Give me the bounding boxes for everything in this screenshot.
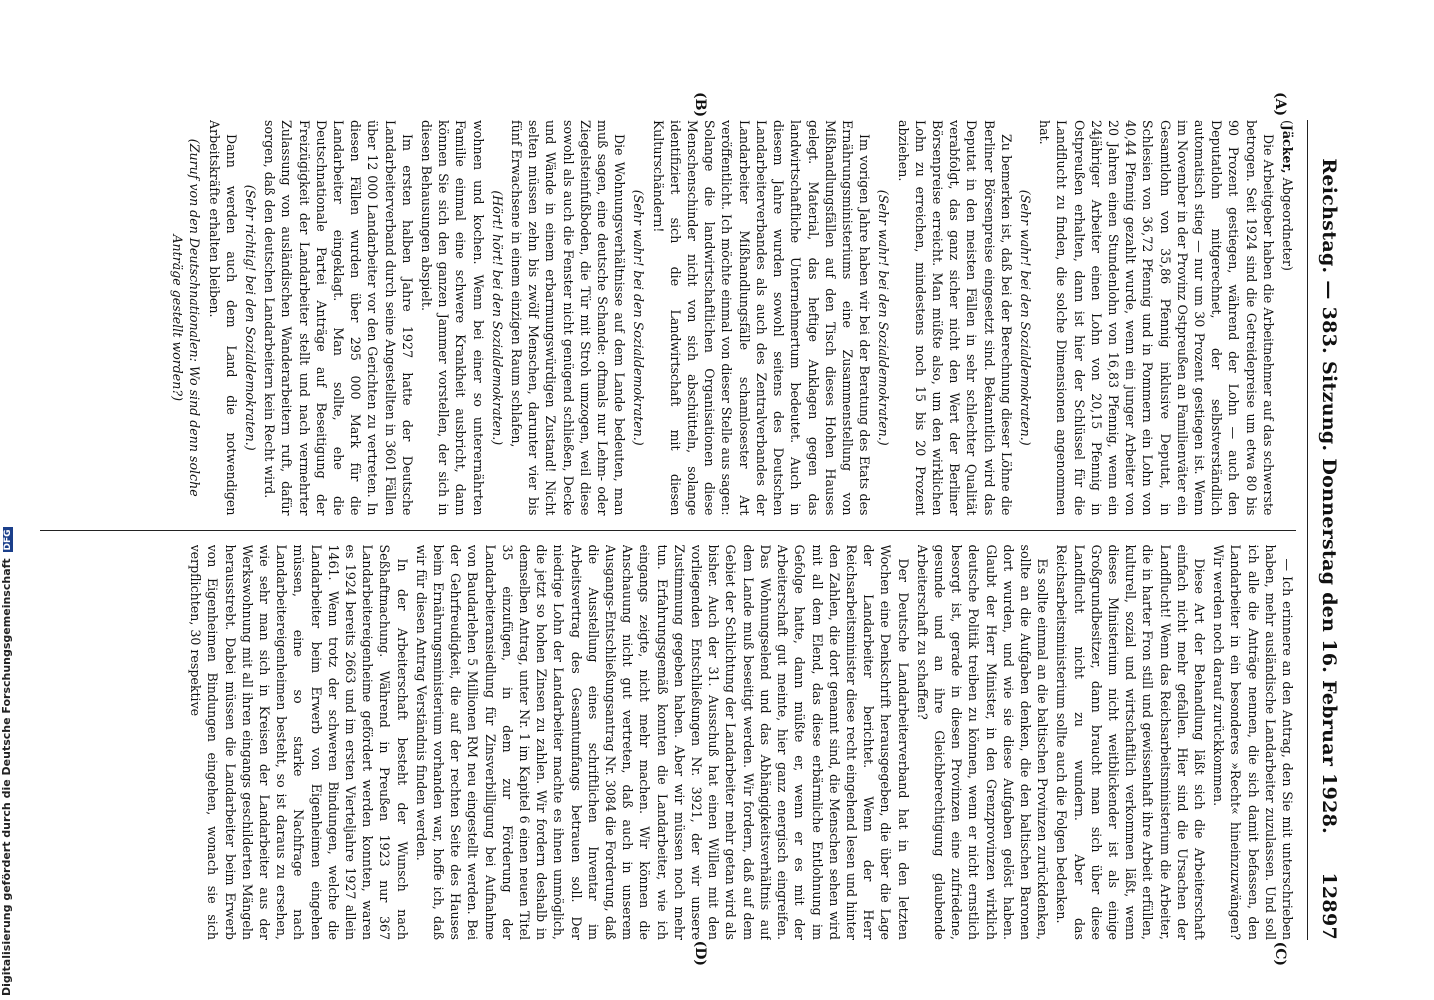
text-columns bbox=[40, 120, 1296, 940]
interjection: (Sehr wahr! bei den Sozialdemokraten.) bbox=[1017, 189, 1033, 446]
paragraph: In der Arbeiterschaft besteht der Wunsch nach Seßhaftmachung. Während in Preußen 1923 nur 367 Landarbeitereigenheime gefördert werden konnten, waren es 1924 bereits 2663 und im ersten Vierteljahre 1927 allein 1461. Wenn trotz der schweren Bindungen, welche die Landarbeiter beim Erwerb von Eigenheimen eingehen müssen, eine so starke Nachfrage nach Landarbeitereigenheimen besteht, so ist daraus zu ersehen, wie sehr man sich in Kreisen der Landarbeiter aus der Werkswohnung mit all ihren eingangs geschilderten Mängeln herausstrebt. Dabei müssen die Landarbeiter beim Erwerb von Eigenheimen Bindungen eingehen, wonach sie sich verpflichten, 30 respektive bbox=[188, 544, 410, 940]
dfg-logo: DFG bbox=[3, 529, 13, 551]
interjection: (Sehr wahr! bei den Sozialdemokraten.) bbox=[631, 189, 647, 446]
paragraph: wohnen und kochen. Wenn bei einer so unterernährten Familie einmal eine schwere Krankheit ausbricht, dann können Sie sich den ganzen Jammer vorstellen, der sich in diesen Behausungen abspielt. bbox=[419, 120, 486, 516]
paragraph: Der Deutsche Landarbeiterverband hat in den letzten Wochen eine Denkschrift herausgegeben, die über die Lage der Landarbeiter berichtet. Wenn der Herr Reichsarbeitsminister diese recht eingehend lesen und hinter den Zahlen, die dort genannt sind, die Menschen sehen wird mit all dem Elend, das diese erbärmliche Entlohnung im Gefolge hatte, dann müßte er, wenn er es mit der Arbeiterschaft gut meinte, hier ganz energisch eingreifen. Das Wohnungselend und das Abhängigkeitsverhältnis auf dem Lande muß beseitigt werden. Wir fordern, daß auf dem Gebiet der Schlichtung der Landarbeiter mehr getan wird als bisher. Auch der 31. Ausschuß hat einen Willen mit den vorliegenden Entschließungen Nr. 3921, der wir unsere Zustimmung gegeben haben. Aber wir müssen noch mehr tun. Erfahrungsgemäß konnten die Landarbeiter, wie ich eingangs zeigte, nicht mehr machen. Wir können die Anschauung nicht gut vertreten, daß auch in unserem Ausgangs-Entschließungsantrag Nr. 3084 die Forderung, daß die Ausstellung eines schriftlichen Inventar im Arbeitsvertrag des Gesamtumfangs betrauen soll. Der niedrige Lohn der Landarbeiter machte es ihnen unmöglich, die jetzt so hohen Zinsen zu zahlen. Wir fordern deshalb in demselben Antrag, unter Nr. 1 im Kapitel 6 einen neuen Titel 35 einzufügen, in dem zur Förderung der Landarbeiteransiedlung für Zinsverbilligung bei Aufnahme von Baudarlehen 5 Millionen RM neu eingestellt werden. Bei der Gehrfreudigkeit, die auf der rechten Seite des Hauses beim Ernährungsministerium vorhanden war, hoffe ich, daß wir für diesen Antrag Verständnis finden werden. bbox=[413, 544, 911, 940]
running-header bbox=[1318, 120, 1340, 940]
speaker-name: Jäcker, bbox=[1280, 124, 1295, 174]
paragraph: Zu bemerken ist, daß bei der Berechnung dieser Löhne die Berliner Börsenpreise eingesetzt sind. Bekanntlich wird das Deputat in den meisten Fällen in sehr schlechter Qualität verabfolgt, das ganz sicher nicht den Wert der Berliner Börsenpreise erreicht. Man müßte also, um den wirklichen Lohn zu erreichen, mindestens noch 15 bis 20 Prozent abziehen. bbox=[895, 120, 1014, 516]
paragraph: Dann werden auch dem Land die notwendigen Arbeitskräfte erhalten bleiben. bbox=[206, 120, 239, 516]
interjection: (Hört! hört! bei den Sozialdemokraten.) bbox=[489, 190, 505, 446]
speaker-role: Abgeordneter) bbox=[1280, 177, 1295, 271]
interjection: (Sehr richtig! bei den Sozialdemokraten.) bbox=[243, 184, 259, 451]
digitization-credit bbox=[0, 529, 16, 996]
margin-mark-a: (A) bbox=[1272, 92, 1288, 117]
header-title: Reichstag. — 383. Sitzung. Donnerstag den 16. Februar 1928. bbox=[1318, 158, 1340, 835]
margin-mark-d: (D) bbox=[692, 940, 708, 966]
interjection: (Zuruf von den Deutschnationalen: Wo sind denn solche Anträge gestellt worden?) bbox=[170, 138, 203, 497]
right-column bbox=[40, 545, 1296, 941]
header-rule bbox=[1307, 120, 1308, 940]
paragraph: Es sollte einmal an die baltischen Provinzen zurückdenken, sollte an die Aufgaben denken, die den baltischen Baronen dort wurden, und wie sie diese Aufgaben gelöst haben. Glaubt der Herr Minister, in den Grenzprovinzen wirklich deutsche Politik treiben zu können, wenn er nicht ernstlich besorgt ist, gerade in diesen Provinzen eine zufriedene, gesunde und an ihre Gleichberechtigung glaubende Arbeiterschaft zu schaffen? bbox=[914, 544, 1051, 940]
paragraph: — Ich erinnere an den Antrag, den Sie mit unterschrieben haben, mehr ausländische Landarbeiter zuzulassen. Und soll ich alle die Anträge nennen, die sich damit befassen, den Landarbeiter in ein besonderes »Recht« hineinzuzwängen? Wir werden noch darauf zurückkommen. bbox=[1211, 544, 1295, 940]
credit-text: Digitalisierung gefördert durch die Deutsche Forschungsgemeinschaft bbox=[0, 558, 13, 996]
paragraph: Im ersten halben Jahre 1927 hatte der Deutsche Landarbeiterverband durch seine Angestellten in 3601 Fällen über 12 000 Landarbeiter vor den Gerichten zu vertreten. In diesen Fällen wurden über 295 000 Mark für die Landarbeiter eingeklagt. Man sollte, ehe die Deutschnationale Partei Anträge auf Beseitigung der Freizügigkeit der Landarbeiter stellt und nach vermehrter Zulassung von ausländischen Wanderarbeitern ruft, dafür sorgen, daß den deutschen Landarbeitern kein Recht wird. bbox=[262, 120, 415, 516]
paragraph: Die Wohnungsverhältnisse auf dem Lande bedeuten, man muß sagen, eine deutsche Schande: oftmals nur Lehm- oder Ziegelsteinfußboden, die Tür mit Stroh umzogen, weil diese sowohl als auch die Fenster nicht genügend schließen, Decke und Wände in einem erbarmungswürdigen Zustand! Nicht selten müssen zehn bis zwölf Menschen, darunter vier bis fünf Erwachsene in einem einzigen Raum schlafen, bbox=[509, 120, 628, 516]
margin-mark-b: (B) bbox=[692, 92, 708, 118]
paragraph: Die Arbeitgeber haben die Arbeitnehmer auf das schwerste betrogen. Seit 1924 sind die Getreidepreise um etwa 80 bis 90 Prozent gestiegen, während der Lohn — auch den Deputatlohn mitgerechnet, der selbstverständlich automatisch stieg — nur um 30 Prozent gestiegen ist. Wenn im November in der Provinz Ostpreußen an Familienväter ein Gesamtlohn von 35,86 Pfennig inklusive Deputat, in Schlesien von 36,72 Pfennig und in Pommern ein Lohn von 40,44 Pfennig gezahlt wurde, wenn ein junger Arbeiter von 20 Jahren einen Stundenlohn von 16,83 Pfennig, wenn ein 24jähriger Arbeiter einen Lohn von 20,15 Pfennig in Ostpreußen erhalten, dann ist hier der Schlüssel für die Landflucht zu finden, die solche Dimensionen angenommen hat. bbox=[1037, 120, 1276, 516]
left-column bbox=[40, 120, 1296, 516]
column-divider bbox=[40, 530, 1296, 531]
paragraph: Im vorigen Jahre haben wir bei der Beratung des Etats des Ernährungsministeriums eine Zusammenstellung von Mißhandlungsfällen auf den Tisch dieses Hohen Hauses gelegt. Material, das heftige Anklagen gegen das landwirtschaftliche Unternehmertum bedeutet. Auch in diesem Jahre wurden sowohl seitens des Deutschen Landarbeiterverbandes als auch des Zentralverbandes der Landarbeiter Mißhandlungsfälle schamlosester Art veröffentlicht. Ich möchte einmal von dieser Stelle aus sagen: Solange die landwirtschaftlichen Organisationen diese Menschenschinder nicht von sich abschütteln, solange identifiziert sich die Landwirtschaft mit diesen Kulturschändern! bbox=[650, 120, 873, 516]
margin-mark-c: (C) bbox=[1272, 941, 1288, 966]
page-number: 12897 bbox=[1318, 872, 1340, 940]
interjection: (Sehr wahr! bei den Sozialdemokraten.) bbox=[876, 189, 892, 446]
speaker-line: (Jäcker, Abgeordneter) bbox=[1280, 120, 1295, 271]
paragraph: Diese Art der Behandlung läßt sich die Arbeiterschaft einfach nicht mehr gefallen. Hier sind die Ursachen der Landflucht! Wenn das Reichsarbeitsministerium die Arbeiter, die in harter Fron still und gewissenhaft ihre Arbeit erfüllen, kulturell, sozial und wirtschaftlich verkommen läßt, wenn dieses Ministerium nicht weitblickender ist als einige Großgrundbesitzer, dann braucht man sich über diese Landflucht nicht zu wundern. Aber das Reichsarbeitsministerium sollte auch die Folgen bedenken. bbox=[1054, 544, 1207, 940]
